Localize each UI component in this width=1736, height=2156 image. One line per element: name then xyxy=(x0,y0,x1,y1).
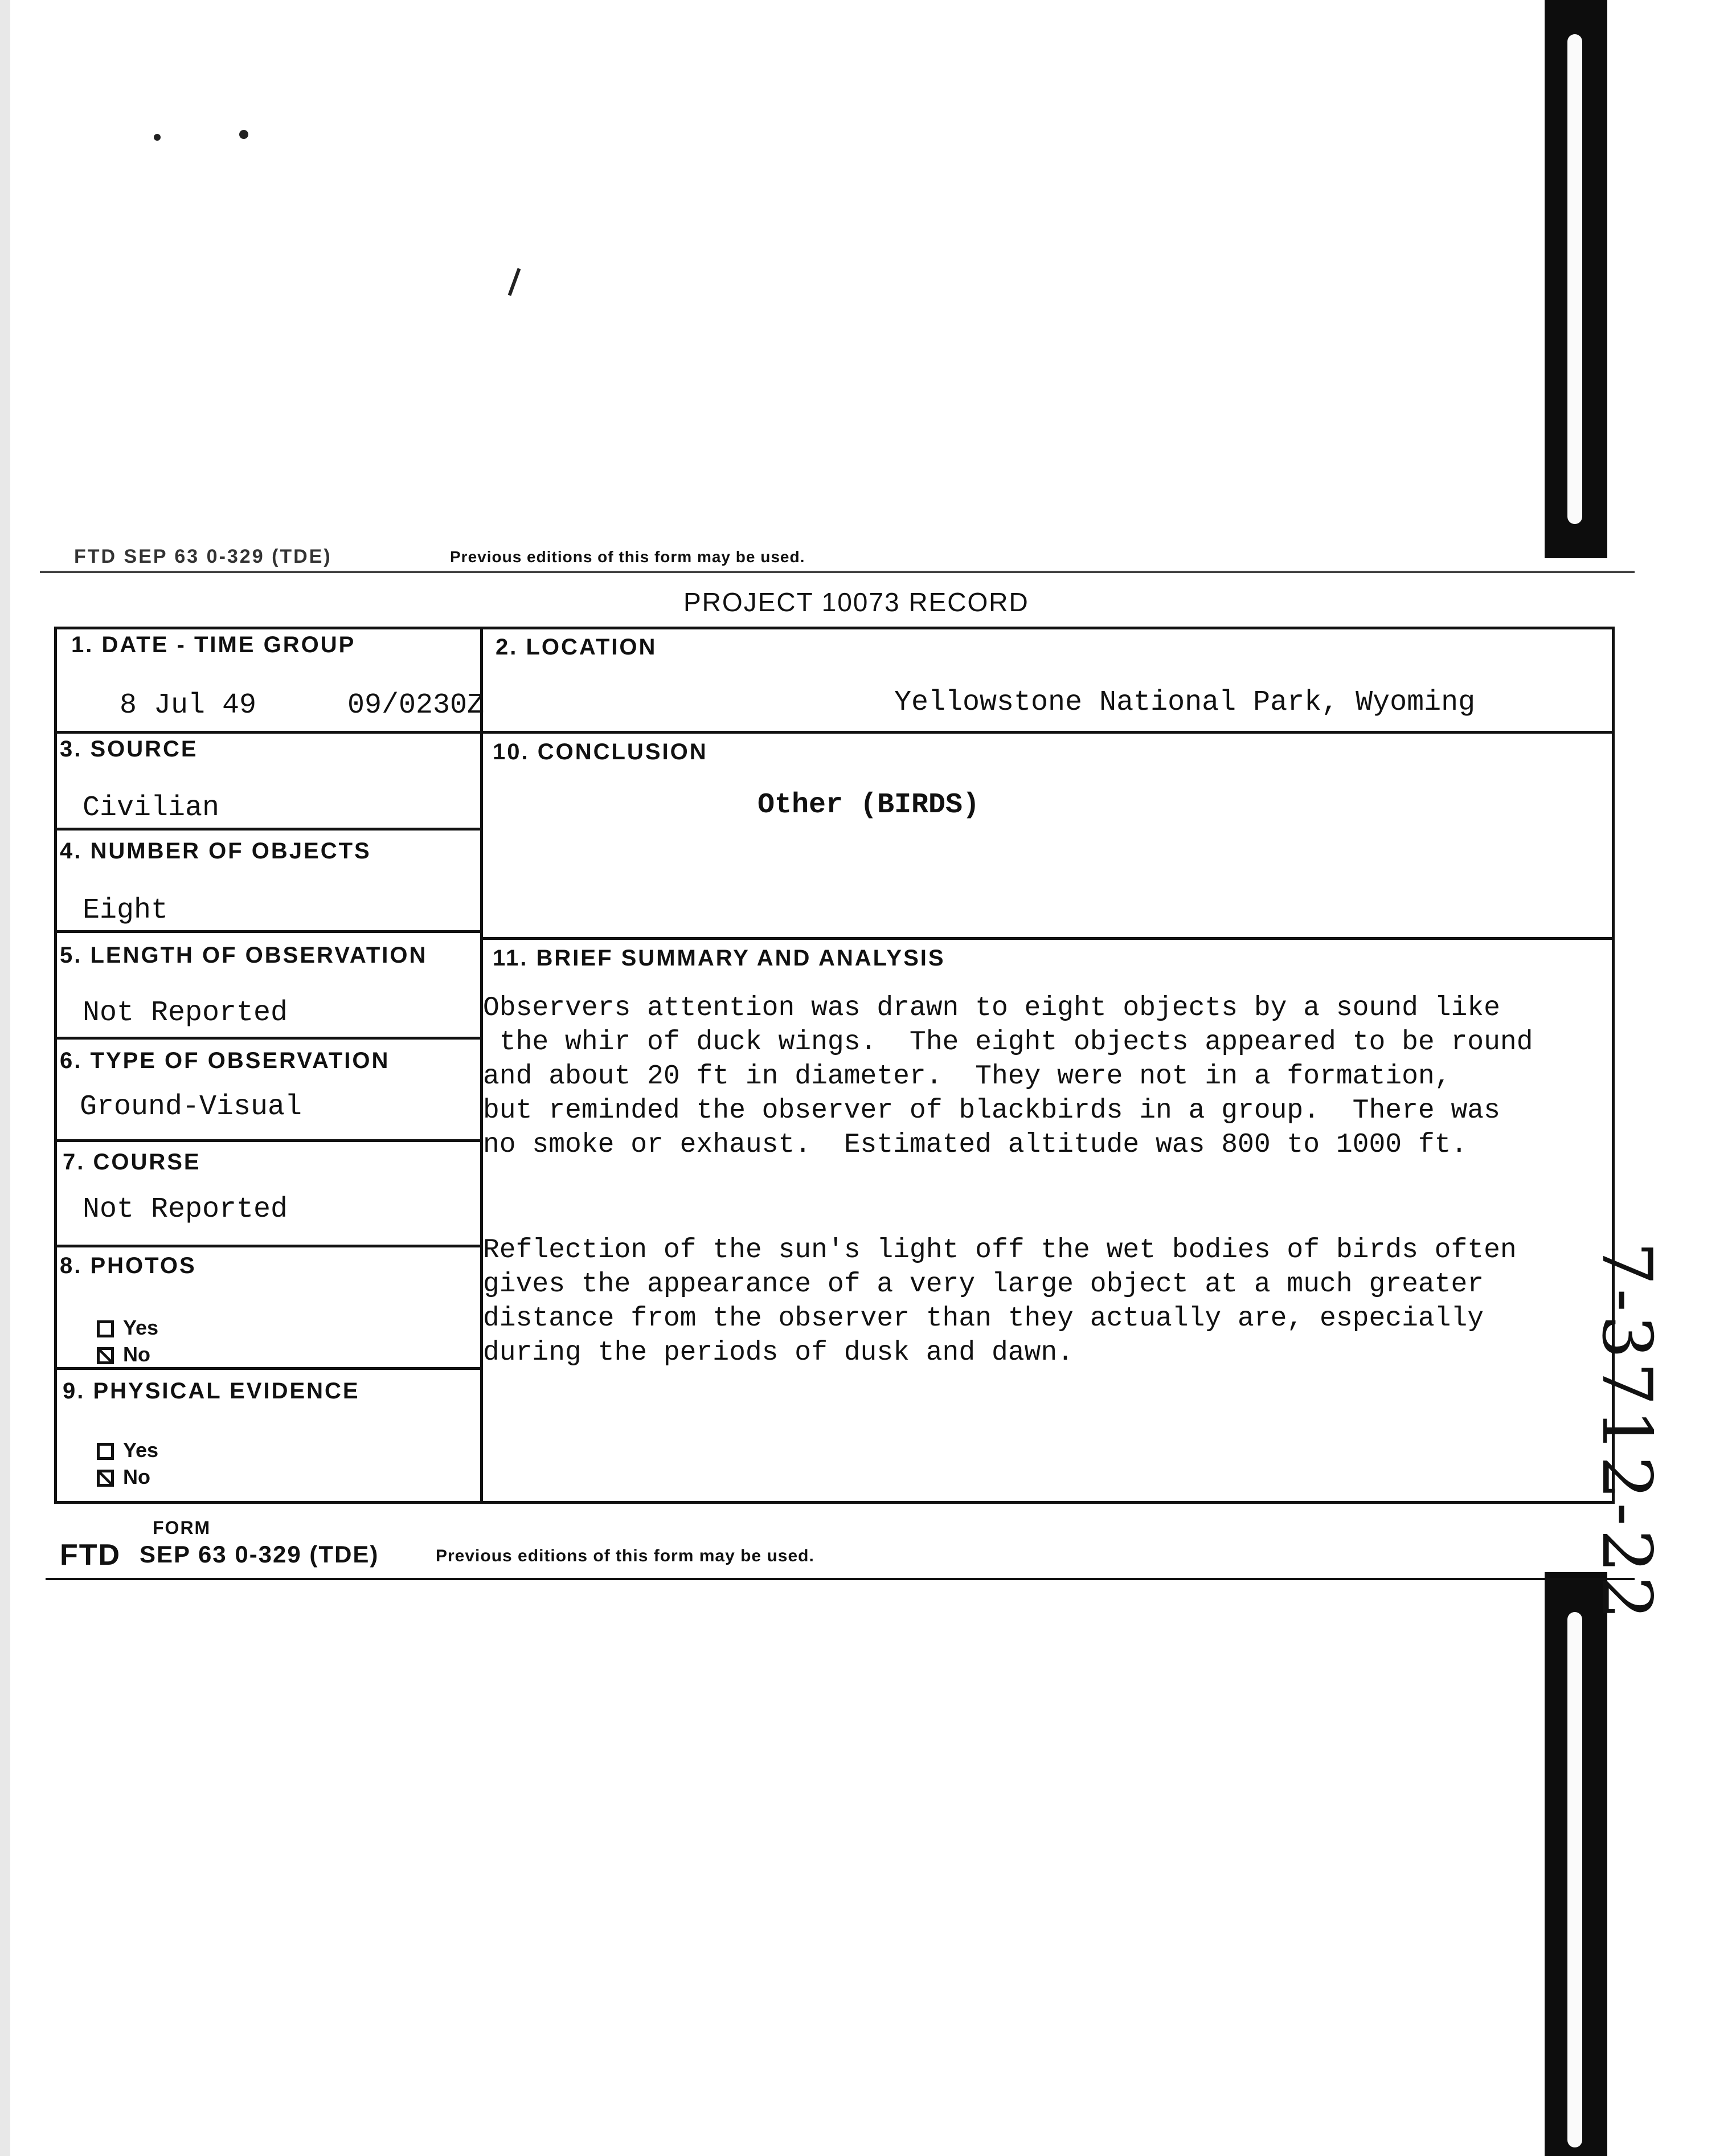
conclusion-value: Other (BIRDS) xyxy=(758,789,980,821)
summary-line: distance from the observer than they actually are, especially xyxy=(483,1303,1484,1334)
scan-mark xyxy=(154,134,161,141)
summary-line: Reflection of the sun's light off the wet bodies of birds often xyxy=(483,1235,1517,1266)
row-rule-left-4 xyxy=(54,1037,481,1040)
scan-mark xyxy=(239,130,248,139)
number-of-objects-label: 4. NUMBER OF OBJECTS xyxy=(60,838,371,864)
scan-mark xyxy=(508,268,521,296)
handwritten-margin-number: 7-3712-22 xyxy=(1587,1242,1666,1623)
date-time-group-label: 1. DATE - TIME GROUP xyxy=(71,632,356,657)
course-label: 7. COURSE xyxy=(63,1149,201,1175)
summary-line: Observers attention was drawn to eight objects by a sound like xyxy=(483,993,1500,1024)
location-label: 2. LOCATION xyxy=(496,635,657,660)
checked-checkbox-icon[interactable] xyxy=(97,1470,114,1487)
location-value: Yellowstone National Park, Wyoming xyxy=(894,686,1476,719)
row-rule-left-3 xyxy=(54,930,481,933)
row-rule-conclusion xyxy=(480,937,1612,940)
photos-yes-option[interactable]: Yes xyxy=(97,1316,158,1340)
footer-previous-editions: Previous editions of this form may be used. xyxy=(436,1547,814,1565)
photos-label: 8. PHOTOS xyxy=(60,1253,196,1278)
length-of-observation-value: Not Reported xyxy=(83,997,288,1029)
physical-evidence-no-option[interactable]: No xyxy=(97,1465,150,1489)
top-form-rule xyxy=(40,571,1635,573)
physical-evidence-yes-option[interactable]: Yes xyxy=(97,1438,158,1462)
time-value: 09/0230Z xyxy=(347,689,485,722)
film-edge-bottom-highlight xyxy=(1567,1612,1582,2147)
summary-label: 11. BRIEF SUMMARY AND ANALYSIS xyxy=(493,946,945,971)
footer-form-code: SEP 63 0-329 (TDE) xyxy=(140,1541,379,1568)
physical-evidence-label: 9. PHYSICAL EVIDENCE xyxy=(63,1378,360,1404)
summary-paragraph-1 xyxy=(483,991,1533,1162)
summary-line: and about 20 ft in diameter. They were not in a formation, xyxy=(483,1061,1451,1092)
type-of-observation-label: 6. TYPE OF OBSERVATION xyxy=(60,1048,390,1073)
row-rule-1 xyxy=(54,731,1612,734)
checked-checkbox-icon[interactable] xyxy=(97,1347,114,1364)
summary-line: gives the appearance of a very large object at a much greater xyxy=(483,1269,1484,1300)
length-of-observation-label: 5. LENGTH OF OBSERVATION xyxy=(60,943,428,968)
photos-no-option[interactable]: No xyxy=(97,1343,150,1367)
source-label: 3. SOURCE xyxy=(60,737,198,762)
footer-rule xyxy=(46,1578,1635,1580)
date-value: 8 Jul 49 xyxy=(120,689,257,722)
row-rule-left-7 xyxy=(54,1367,481,1370)
film-edge-top-highlight xyxy=(1567,34,1582,524)
source-value: Civilian xyxy=(83,792,220,824)
row-rule-left-2 xyxy=(54,828,481,831)
course-value: Not Reported xyxy=(83,1193,288,1226)
footer-form-word: FORM xyxy=(153,1517,211,1538)
top-form-line: FTD SEP 63 0-329 (TDE) xyxy=(74,546,332,567)
footer-ftd: FTD xyxy=(60,1539,121,1572)
summary-line: the whir of duck wings. The eight objects appeared to be round xyxy=(483,1027,1533,1058)
checkbox-icon[interactable] xyxy=(97,1320,114,1337)
left-edge-shadow xyxy=(0,0,10,2156)
summary-paragraph-2 xyxy=(483,1233,1517,1370)
checkbox-icon[interactable] xyxy=(97,1443,114,1460)
summary-line: during the periods of dusk and dawn. xyxy=(483,1337,1074,1368)
page-title: PROJECT 10073 RECORD xyxy=(683,587,1029,617)
row-rule-left-6 xyxy=(54,1245,481,1247)
row-rule-left-5 xyxy=(54,1139,481,1142)
summary-line: no smoke or exhaust. Estimated altitude was 800 to 1000 ft. xyxy=(483,1130,1468,1160)
top-previous-editions: Previous editions of this form may be used. xyxy=(450,548,805,566)
number-of-objects-value: Eight xyxy=(83,894,169,927)
type-of-observation-value: Ground-Visual xyxy=(80,1091,302,1123)
summary-line: but reminded the observer of blackbirds in a group. There was xyxy=(483,1095,1500,1126)
conclusion-label: 10. CONCLUSION xyxy=(493,739,708,764)
